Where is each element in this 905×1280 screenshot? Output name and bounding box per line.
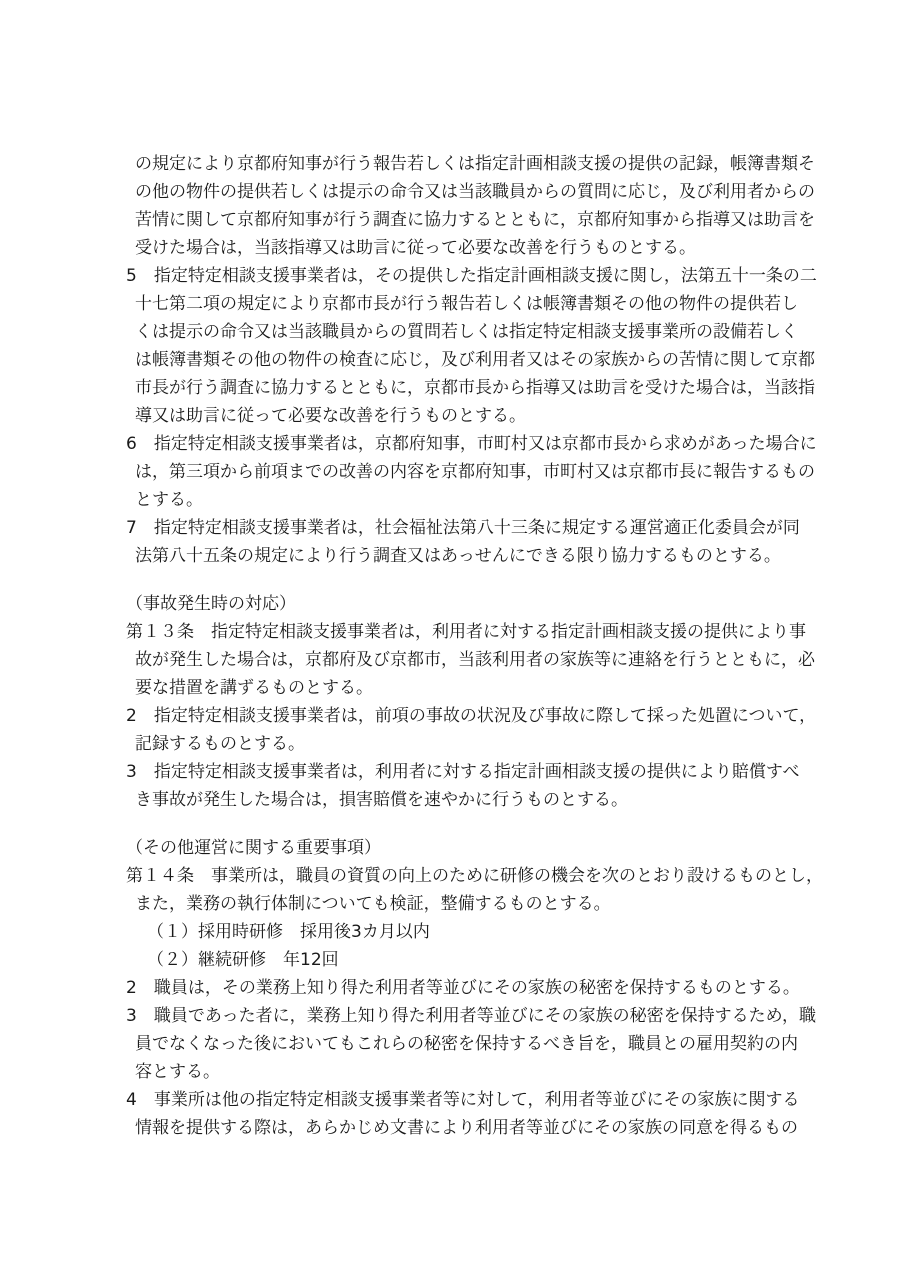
text-line: き事故が発生した場合は，損害賠償を速やかに行うものとする。 xyxy=(135,790,628,810)
text-line: 3 指定特定相談支援事業者は，利用者に対する指定計画相談支援の提供により賠償すべ xyxy=(126,762,800,782)
text-line: 十七第二項の規定により京都市長が行う報告若しくは帳簿書類その他の物件の提供若し xyxy=(135,294,798,314)
text-line: 市長が行う調査に協力するとともに，京都市長から指導又は助言を受けた場合は，当該指 xyxy=(135,378,815,398)
numbered-item xyxy=(126,1086,836,1142)
text-line: 法第八十五条の規定により行う調査又はあっせんにできる限り協力するものとする。 xyxy=(135,546,781,566)
text-line: くは提示の命令又は当該職員からの質問若しくは指定特定相談支援事業所の設備若しく xyxy=(135,322,798,342)
text-line: 第１４条 事業所は，職員の資質の向上のために研修の機会を次のとおり設けるものとし， xyxy=(126,866,823,886)
text-line: 7 指定特定相談支援事業者は，社会福祉法第八十三条に規定する運営適正化委員会が同 xyxy=(126,518,800,538)
numbered-item xyxy=(126,702,836,758)
text-line: （２）継続研修 年12回 xyxy=(147,950,339,970)
text-line: 苦情に関して京都府知事が行う調査に協力するとともに，京都府知事から指導又は助言を xyxy=(135,210,815,230)
text-line: 情報を提供する際は，あらかじめ文書により利用者等並びにその家族の同意を得るもの xyxy=(135,1118,798,1138)
text-line: 6 指定特定相談支援事業者は，京都府知事，市町村又は京都市長から求めがあった場合に xyxy=(126,434,817,454)
text-line: 5 指定特定相談支援事業者は，その提供した指定計画相談支援に関し，法第五十一条の二 xyxy=(126,266,817,286)
spacer xyxy=(126,570,836,590)
section-heading xyxy=(126,590,836,618)
text-line: 要な措置を講ずるものとする。 xyxy=(135,678,373,698)
continuation-paragraph xyxy=(126,150,836,262)
numbered-item xyxy=(126,430,836,514)
text-line: の他の物件の提供若しくは提示の命令又は当該職員からの質問に応じ，及び利用者からの xyxy=(135,182,815,202)
text-line: 導又は助言に従って必要な改善を行うものとする。 xyxy=(135,406,526,426)
text-line: 第１３条 指定特定相談支援事業者は，利用者に対する指定計画相談支援の提供により事 xyxy=(126,622,806,642)
text-line: は帳簿書類その他の物件の検査に応じ，及び利用者又はその家族からの苦情に関して京都 xyxy=(135,350,815,370)
text-line: 受けた場合は，当該指導又は助言に従って必要な改善を行うものとする。 xyxy=(135,238,696,258)
text-line: 員でなくなった後においてもこれらの秘密を保持するべき旨を，職員との雇用契約の内 xyxy=(135,1034,798,1054)
text-line: 記録するものとする。 xyxy=(135,734,305,754)
text-line: 2 職員は，その業務上知り得た利用者等並びにその家族の秘密を保持するものとする。 xyxy=(126,978,800,998)
text-line: （１）採用時研修 採用後3カ月以内 xyxy=(147,922,430,942)
numbered-item xyxy=(126,262,836,430)
text-line: 4 事業所は他の指定特定相談支援事業者等に対して，利用者等並びにその家族に関する xyxy=(126,1090,800,1110)
sub-item xyxy=(126,918,836,946)
text-line: の規定により京都府知事が行う報告若しくは指定計画相談支援の提供の記録，帳簿書類そ xyxy=(135,154,815,174)
text-line: 3 職員であった者に，業務上知り得た利用者等並びにその家族の秘密を保持するため，職 xyxy=(126,1006,816,1026)
sub-item xyxy=(126,946,836,974)
numbered-item xyxy=(126,758,836,814)
spacer xyxy=(126,814,836,834)
numbered-item xyxy=(126,1002,836,1086)
text-line: （事故発生時の対応） xyxy=(126,594,296,614)
article-paragraph xyxy=(126,618,836,702)
text-line: 2 指定特定相談支援事業者は，前項の事故の状況及び事故に際して採った処置について， xyxy=(126,706,817,726)
text-content xyxy=(126,150,836,1142)
article-paragraph xyxy=(126,862,836,918)
text-line: また，業務の執行体制についても検証，整備するものとする。 xyxy=(135,894,611,914)
numbered-item xyxy=(126,514,836,570)
section-heading xyxy=(126,834,836,862)
numbered-item xyxy=(126,974,836,1002)
text-line: は，第三項から前項までの改善の内容を京都府知事，市町村又は京都市長に報告するもの xyxy=(135,462,815,482)
text-line: （その他運営に関する重要事項） xyxy=(126,838,381,858)
text-line: とする。 xyxy=(135,490,203,510)
text-line: 容とする。 xyxy=(135,1062,220,1082)
text-line: 故が発生した場合は，京都府及び京都市，当該利用者の家族等に連絡を行うとともに，必 xyxy=(135,650,815,670)
